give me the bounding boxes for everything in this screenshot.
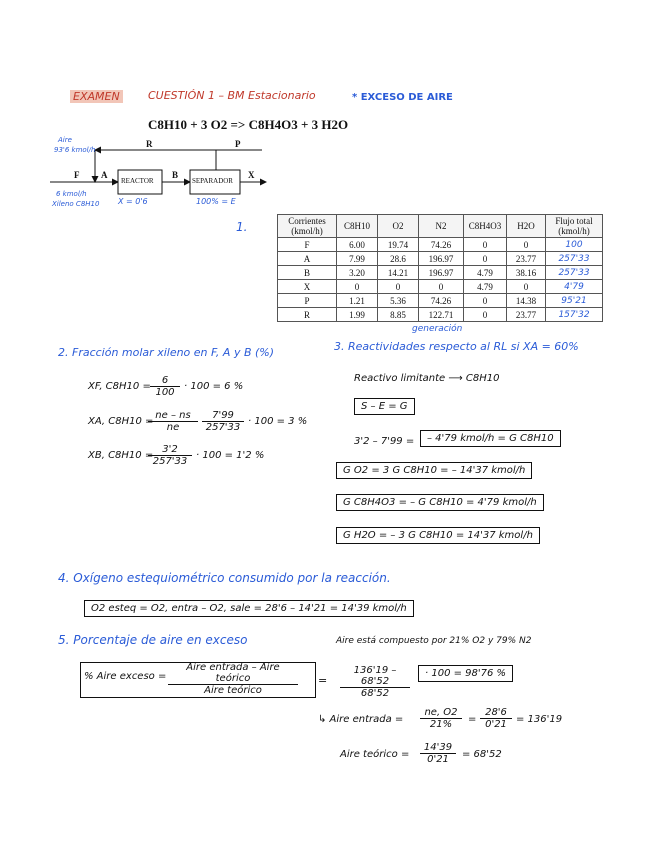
xb-fraction: $\frac{3'2}{257'33}$	[148, 444, 192, 467]
cell: 0	[464, 294, 507, 308]
conversion-note: X = 0'6	[118, 197, 148, 206]
xf-lhs: XF, C8H10 =	[88, 381, 151, 392]
cell: 74.26	[419, 238, 464, 252]
cell: 23.77	[507, 252, 546, 266]
cell: 196.97	[419, 252, 464, 266]
excess-air-calc: $\frac{136'19 - 68'52}{68'52}$	[340, 665, 410, 699]
cell: 14.21	[378, 266, 419, 280]
table-row	[278, 238, 603, 252]
separation-note: 100% = E	[196, 197, 236, 206]
cell: 5.36	[378, 294, 419, 308]
xf-fraction: $\frac{6}{100}$	[150, 375, 180, 398]
col-header: Corrientes (kmol/h)	[278, 215, 337, 238]
cell: 4.79	[464, 266, 507, 280]
reaction-equation: C8H10 + 3 O2 => C8H4O3 + 3 H2O	[148, 117, 349, 132]
air-in-result: = 136'19	[516, 714, 563, 725]
cell: 122.71	[419, 308, 464, 322]
cell: 0	[337, 280, 378, 294]
cell: 14.38	[507, 294, 546, 308]
table-row	[278, 308, 603, 322]
excess-air-eq: =	[318, 674, 328, 687]
stream-f-label: F	[74, 170, 80, 180]
table-row	[278, 280, 603, 294]
xa-lhs: XA, C8H10 =	[88, 416, 154, 427]
excess-air-heading: * EXCESO DE AIRE	[352, 92, 453, 103]
excess-air-fraction: Aire entrada – Aire teórico Aire teórico	[168, 662, 298, 696]
air-in-eq: =	[468, 714, 477, 725]
process-diagram	[0, 0, 648, 230]
cell: F	[278, 238, 337, 252]
cell: 23.77	[507, 308, 546, 322]
cell: R	[278, 308, 337, 322]
table-row	[278, 266, 603, 280]
air-theoretical-result: = 68'52	[462, 749, 502, 760]
air-in-fraction-2: $\frac{28'6}{0'21}$	[480, 707, 512, 730]
air-in-fraction: $\frac{ne, O2}{21\%}$	[420, 707, 462, 730]
xa-result: · 100 = 3 %	[248, 416, 308, 427]
item-1-number: 1.	[236, 220, 248, 234]
col-header: O2	[378, 215, 419, 238]
table-header-row	[278, 215, 603, 238]
air-theoretical-fraction: $\frac{14'39}{0'21}$	[420, 742, 456, 765]
cell: X	[278, 280, 337, 294]
cell: 7.99	[337, 252, 378, 266]
feed-note-1: 6 kmol/h	[56, 190, 87, 198]
step-lhs: 3'2 – 7'99 =	[354, 436, 415, 447]
o2-stoich-box: O2 esteq = O2, entra – O2, sale = 28'6 – 14'21 = 14'39 kmol/h	[84, 600, 414, 617]
cell: 0	[464, 238, 507, 252]
cell: 28.6	[378, 252, 419, 266]
cell: 4.79	[464, 280, 507, 294]
col-header: N2	[419, 215, 464, 238]
table-row	[278, 252, 603, 266]
separator-label: SEPARADOR	[192, 177, 233, 185]
col-header: C8H10	[337, 215, 378, 238]
cell: 74.26	[419, 294, 464, 308]
col-header: H2O	[507, 215, 546, 238]
section-5-title: 5. Porcentaje de aire en exceso	[58, 633, 248, 647]
question-title: CUESTIÓN 1 – BM Estacionario	[148, 89, 316, 102]
air-note-1: Aire	[58, 136, 72, 144]
excess-air-result: · 100 = 98'76 %	[418, 665, 513, 682]
xf-result: · 100 = 6 %	[184, 381, 244, 392]
cell: 1.99	[337, 308, 378, 322]
xa-fraction: $\frac{ne - ns}{ne}$	[148, 410, 198, 433]
cell: 0	[378, 280, 419, 294]
stream-a-label: A	[101, 170, 108, 180]
air-note-2: 93'6 kmol/h	[54, 146, 96, 154]
cell: 1.21	[337, 294, 378, 308]
section-4-title: 4. Oxígeno estequiométrico consumido por la reacción.	[58, 571, 391, 585]
stream-r-label: R	[146, 139, 153, 149]
cell: 0	[464, 308, 507, 322]
cell-total: 100	[546, 238, 603, 252]
step-box: – 4'79 kmol/h = G C8H10	[420, 430, 561, 447]
table-row	[278, 294, 603, 308]
air-theoretical-lhs: Aire teórico =	[340, 749, 410, 760]
cell: 0	[419, 280, 464, 294]
section-3-title: 3. Reactividades respecto al RL si XA = 60%	[334, 340, 579, 353]
feed-note-2: Xileno C8H10	[52, 200, 100, 208]
col-header: Flujo total (kmol/h)	[546, 215, 603, 238]
balance-box: S – E = G	[354, 398, 415, 415]
g-o2-box: G O2 = 3 G C8H10 = – 14'37 kmol/h	[336, 462, 532, 479]
cell: 6.00	[337, 238, 378, 252]
cell-total: 257'33	[546, 252, 603, 266]
air-in-lhs: ↳ Aire entrada =	[318, 714, 404, 725]
cell: 19.74	[378, 238, 419, 252]
cell: 196.97	[419, 266, 464, 280]
stream-p-label: P	[235, 139, 241, 149]
cell: 38.16	[507, 266, 546, 280]
cell: 8.85	[378, 308, 419, 322]
cell: 3.20	[337, 266, 378, 280]
xb-lhs: XB, C8H10 =	[88, 450, 154, 461]
stream-b-label: B	[172, 170, 179, 180]
xa-fraction-2: $\frac{7'99}{257'33}$	[202, 410, 244, 433]
cell-total: 95'21	[546, 294, 603, 308]
cell: B	[278, 266, 337, 280]
cell: 0	[507, 238, 546, 252]
g-anhydride-box: G C8H4O3 = – G C8H10 = 4'79 kmol/h	[336, 494, 544, 511]
col-header: C8H4O3	[464, 215, 507, 238]
cell: P	[278, 294, 337, 308]
stream-x-label: X	[248, 170, 255, 180]
limiting-reactant: Reactivo limitante ⟶ C8H10	[354, 373, 500, 384]
reactor-label: REACTOR	[121, 177, 154, 185]
cell-total: 157'32	[546, 308, 603, 322]
cell: A	[278, 252, 337, 266]
section-2-title: 2. Fracción molar xileno en F, A y B (%)	[58, 346, 275, 359]
cell-total: 257'33	[546, 266, 603, 280]
generation-note: generación	[412, 324, 463, 334]
g-h2o-box: G H2O = – 3 G C8H10 = 14'37 kmol/h	[336, 527, 540, 544]
exam-title: EXAMEN	[70, 90, 123, 103]
cell: 0	[464, 252, 507, 266]
excess-air-lhs: % Aire exceso =	[84, 671, 167, 682]
cell-total: 4'79	[546, 280, 603, 294]
air-composition-note: Aire está compuesto por 21% O2 y 79% N2	[336, 636, 532, 646]
cell: 0	[507, 280, 546, 294]
xb-result: · 100 = 1'2 %	[196, 450, 265, 461]
streams-table	[277, 214, 603, 322]
